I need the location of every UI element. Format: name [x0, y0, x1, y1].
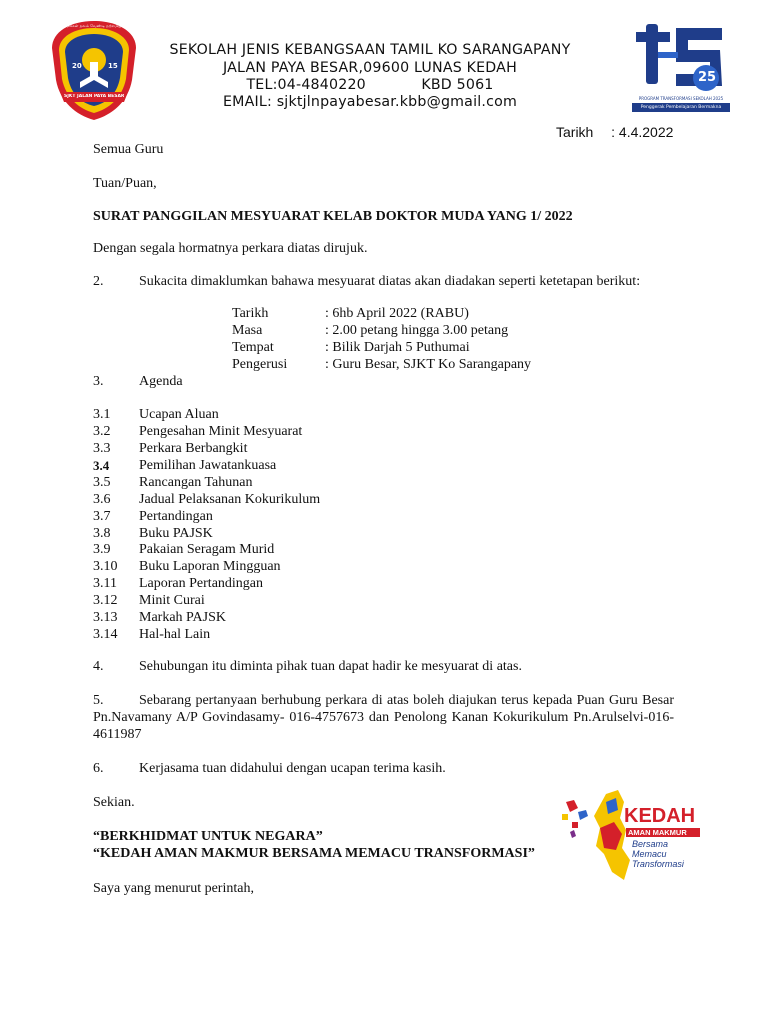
school-crest-logo [48, 18, 140, 122]
paragraph-5 [93, 692, 674, 743]
crest-ribbon-text: SJKT JALAN PAYA BESAR [64, 94, 124, 99]
agenda-item: Perkara Berbangkit [139, 441, 248, 456]
agenda-num: 3.14 [93, 627, 118, 642]
school-phone-line [140, 77, 600, 93]
school-tel: TEL:04-4840220 [246, 77, 366, 93]
motto-1: “BERKHIDMAT UNTUK NEGARA” [93, 829, 323, 844]
agenda-item: Jadual Pelaksanan Kokurikulum [139, 492, 321, 507]
school-email: EMAIL: sjktjlnpayabesar.kbb@gmail.com [223, 94, 517, 110]
agenda-num: 3.10 [93, 559, 118, 574]
school-address: JALAN PAYA BESAR,09600 LUNAS KEDAH [223, 60, 517, 76]
recipient: Semua Guru [93, 142, 164, 157]
kedah-line-2: Memacu [632, 849, 667, 859]
paragraph-5-num: 5. [93, 693, 104, 708]
agenda-num: 3.8 [93, 526, 111, 541]
agenda-num: 3.7 [93, 509, 111, 524]
crest-year-left: 20 [72, 62, 82, 70]
kedah-banner: AMAN MAKMUR [628, 828, 687, 837]
detail-value: : Bilik Darjah 5 Puthumai [325, 340, 470, 355]
kedah-line-3: Transformasi [632, 859, 684, 869]
agenda-num: 3.3 [93, 441, 111, 456]
ts25-tagline: Penggerak Pembelajaran Bermakna [632, 103, 730, 112]
date-value: 4.4.2022 [618, 124, 674, 140]
kedah-aman-makmur-logo [560, 788, 710, 884]
agenda-num: 3.6 [93, 492, 111, 507]
paragraph-2 [93, 273, 674, 290]
agenda-item: Markah PAJSK [139, 610, 226, 625]
letter-title: SURAT PANGGILAN MESYUARAT KELAB DOKTOR MUDA YANG 1/ 2022 [93, 209, 573, 224]
kedah-title: KEDAH [624, 805, 696, 827]
paragraph-4-text: Sehubungan itu diminta pihak tuan dapat hadir ke mesyuarat di atas. [139, 659, 522, 674]
agenda-num: 3.9 [93, 542, 111, 557]
paragraph-2-num: 2. [93, 274, 104, 289]
agenda-num: 3.5 [93, 475, 111, 490]
agenda-num: 3.11 [93, 576, 117, 591]
salutation: Tuan/Puan, [93, 176, 157, 191]
agenda-item: Pertandingan [139, 509, 213, 524]
motto-2: “KEDAH AMAN MAKMUR BERSAMA MEMACU TRANSFORMASI” [93, 846, 535, 861]
agenda-item: Rancangan Tahunan [139, 475, 253, 490]
ts25-number: 25 [698, 70, 717, 85]
agenda-item: Buku Laporan Mingguan [139, 559, 281, 574]
school-code: KBD 5061 [421, 77, 494, 93]
detail-label: Tempat [232, 340, 274, 355]
ts25-caption: PROGRAM TRANSFORMASI SEKOLAH 2025 [638, 96, 724, 101]
crest-year-right: 15 [108, 62, 118, 70]
agenda-num: 3.4 [93, 458, 110, 473]
paragraph-6-num: 6. [93, 761, 104, 776]
agenda-item: Pengesahan Minit Mesyuarat [139, 424, 303, 439]
detail-value: : Guru Besar, SJKT Ko Sarangapany [325, 357, 532, 372]
date-sep: : [611, 124, 616, 140]
paragraph-4-num: 4. [93, 659, 104, 674]
agenda-num: 3.12 [93, 593, 118, 608]
agenda-item: Minit Curai [139, 593, 205, 608]
paragraph-5-text: Sebarang pertanyaan berhubung perkara di atas boleh diajukan terus kepada Puan Guru Besar Pn.Navamany A/P Govindasamy- 016-4757673 dan Penolong Kanan Kokurikulum Pn.Arulselvi-016-4611987 [93, 693, 674, 742]
sign-off: Saya yang menurut perintah, [93, 881, 254, 896]
agenda-num: 3.1 [93, 407, 111, 422]
paragraph-6-text: Kerjasama tuan didahului dengan ucapan terima kasih. [139, 761, 446, 776]
agenda-item: Hal-hal Lain [139, 627, 211, 642]
date-label: Tarikh [556, 124, 594, 140]
ts25-logo [632, 18, 730, 118]
detail-label: Tarikh [232, 306, 269, 321]
detail-value: : 6hb April 2022 (RABU) [325, 306, 469, 321]
agenda-heading: Agenda [139, 374, 183, 389]
agenda-item: Pakaian Seragam Murid [139, 542, 275, 557]
agenda-item: Pemilihan Jawatankuasa [139, 458, 277, 473]
agenda-item: Laporan Pertandingan [139, 576, 264, 591]
detail-label: Masa [232, 323, 263, 338]
kedah-line-1: Bersama [632, 839, 669, 849]
agenda-item: Buku PAJSK [139, 526, 213, 541]
ts25-big-text [632, 18, 633, 19]
agenda-num: 3.2 [93, 424, 111, 439]
intro-paragraph: Dengan segala hormatnya perkara diatas dirujuk. [93, 241, 368, 256]
closing: Sekian. [93, 795, 135, 810]
detail-label: Pengerusi [232, 357, 288, 372]
paragraph-2-text: Sukacita dimaklumkan bahawa mesyuarat diatas akan diadakan seperti ketetapan berikut: [139, 274, 641, 289]
agenda-item: Ucapan Aluan [139, 407, 219, 422]
crest-motto-text: மக்கள் நலம் வேண்டி நற்றமிழ் [66, 23, 122, 28]
letter-date [556, 124, 673, 140]
detail-value: : 2.00 petang hingga 3.00 petang [325, 323, 509, 338]
agenda-num: 3.13 [93, 610, 118, 625]
paragraph-3-num: 3. [93, 374, 104, 389]
school-name: SEKOLAH JENIS KEBANGSAAN TAMIL KO SARANGAPANY [169, 42, 571, 58]
